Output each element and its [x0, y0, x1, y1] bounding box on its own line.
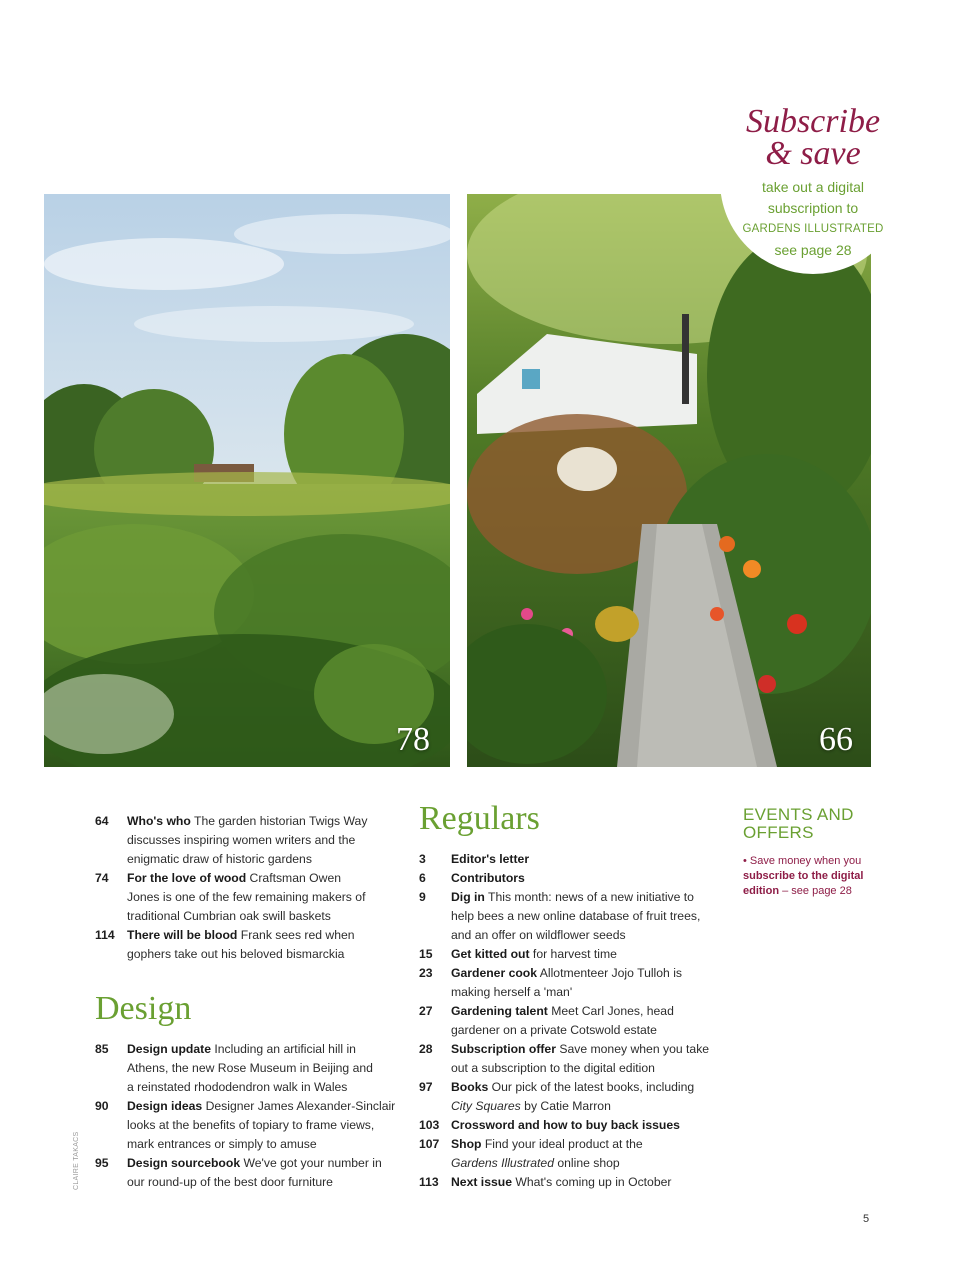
- cottage-garden-image: [467, 194, 871, 767]
- subscribe-badge[interactable]: [720, 88, 906, 274]
- photo-credit: CLAIRE TAKACS: [73, 1131, 80, 1190]
- subscribe-title: Subscribe & save: [745, 103, 881, 172]
- page-folio: 5: [863, 1213, 870, 1225]
- subscribe-text: take out a digital subscription to GARDENS ILLUSTRATED see page 28: [742, 179, 884, 258]
- events-offers-text[interactable]: • Save money when you subscribe to the digital edition – see page 28: [743, 855, 864, 897]
- regulars-heading: Regulars: [419, 800, 540, 837]
- photo-cottage-garden: [467, 194, 871, 767]
- events-offers-heading: EVENTS AND OFFERS: [743, 805, 854, 842]
- design-heading: Design: [95, 990, 192, 1027]
- page-number-78: 78: [396, 721, 430, 758]
- photo-meadow-garden: [44, 194, 450, 767]
- page-number-66: 66: [819, 721, 853, 758]
- meadow-garden-image: [44, 194, 450, 767]
